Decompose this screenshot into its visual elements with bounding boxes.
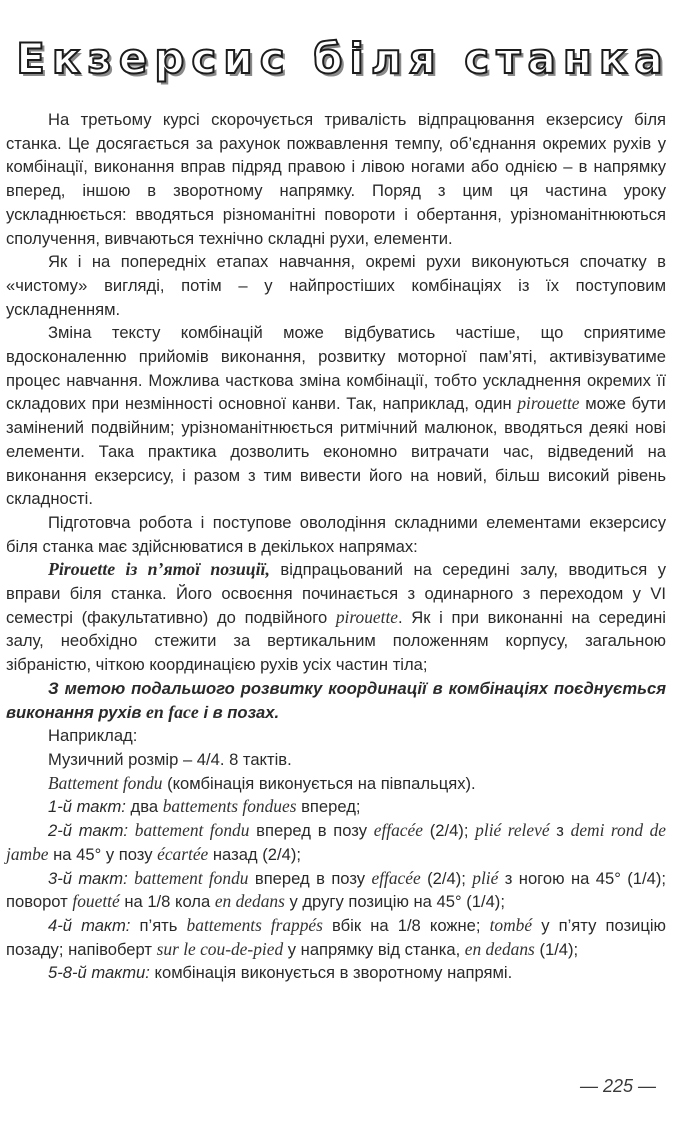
text-run: вперед; — [296, 797, 361, 817]
text-run: écartée — [157, 843, 209, 864]
text-run: у п’яту позицію позаду; напівоберт — [6, 915, 667, 959]
text-run: (2/4); — [422, 821, 476, 841]
text-run: 2-й такт: — [48, 821, 135, 841]
paragraph-p10 — [6, 795, 666, 819]
paragraph-p3 — [6, 321, 666, 511]
paragraph-p6 — [6, 677, 666, 724]
text-run: Музичний розмір – 4/4. 8 тактів. — [48, 749, 292, 769]
text-run: п’ять — [130, 915, 187, 935]
text-run: en face — [146, 701, 199, 722]
text-run: Pirouette із п’ятої позиції, — [48, 559, 270, 580]
text-run: два — [125, 797, 163, 817]
paragraph-p11 — [6, 819, 666, 866]
paragraph-p8 — [6, 748, 666, 772]
text-run: з — [549, 821, 571, 841]
text-run: Як і на попередніх етапах навчання, окремі рухи виконуються спочатку в «чистому» вигляді, потім – у найпростіших комбінаціях із їх поступовим ускладненням. — [6, 252, 666, 319]
text-run: (комбінація виконується на півпальцях). — [162, 773, 476, 793]
text-run: battements fondues — [162, 796, 297, 817]
text-run: pirouette — [517, 393, 580, 414]
text-run: demi rond de jambe — [6, 820, 666, 864]
paragraph-p4 — [6, 511, 666, 558]
heading-container — [0, 34, 686, 83]
text-run: може бути замінений подвійним; урізноманітнюється ритмічний малюнок, вводяться деякі нові елементи. Така практика дозволить економно витрачати час, відведений на виконання екзерсису, і разом з тим вивести його на новий, більш високий рівень складності. — [6, 394, 666, 509]
text-run: вперед в позу — [249, 821, 374, 841]
text-run: . Як і при виконанні на середині залу, необхідно стежити за вертикальним положенням корпусу, загальною зібраністю, чіткою координацією рухів усіх частин тіла; — [6, 607, 666, 675]
paragraph-p5 — [6, 558, 666, 677]
text-run: (1/4); — [534, 939, 579, 959]
text-run: у другу позицію на 45° (1/4); — [284, 892, 505, 912]
text-run: на 45° у позу — [48, 844, 158, 864]
text-run: відпрацьований на середині залу, вводиться у вправи біля станка. Його освоєння починається з одинарного з переходом у VI семестрі (факультативно) до подвійного — [6, 560, 666, 627]
paragraph-p2 — [6, 250, 666, 321]
text-run: Battement fondu — [48, 772, 163, 793]
body-text — [6, 108, 666, 985]
text-run: pirouette — [335, 606, 398, 627]
text-run: en dedans — [464, 938, 535, 959]
paragraph-p14 — [6, 961, 666, 985]
text-run: Зміна тексту комбінацій може відбуватись частіше, що сприятиме вдосконаленню прийомів виконання, розвитку моторної пам’яті, активізуватиме процес навчання. Можлива часткова зміна комбінації, тобто ускладнення окремих її складових при незмінності основної канви. Так, наприклад, один — [6, 323, 666, 414]
paragraph-p9 — [6, 772, 666, 796]
text-run: на 1/8 кола — [119, 892, 215, 912]
text-run: battement fondu — [134, 820, 250, 841]
text-run: fouetté — [72, 891, 120, 912]
text-run: Підготовча робота і поступове оволодіння складними елементами екзерсису біля станка має здійснюватися в декількох напрямах: — [6, 512, 666, 556]
text-run: і в позах. — [198, 702, 280, 722]
text-run: effacée — [371, 867, 421, 888]
text-run: 1-й такт: — [48, 797, 126, 817]
text-run: 4-й такт: — [48, 915, 131, 935]
text-run: вперед в позу — [248, 868, 372, 888]
text-run: вбік на 1/8 кожне; — [322, 915, 490, 935]
text-run: 5-8-й такти: — [48, 963, 150, 983]
text-run: назад (2/4); — [208, 844, 301, 864]
text-run: tombé — [489, 914, 533, 935]
text-run: plié relevé — [475, 820, 550, 841]
text-run: battement fondu — [134, 867, 249, 888]
paragraph-p12 — [6, 867, 666, 914]
page-title: Екзерсис біля станка — [16, 34, 670, 83]
text-run: plié — [472, 867, 499, 888]
text-run: На третьому курсі скорочується тривалість відпрацювання екзерсису біля станка. Це досягається за рахунок пожвавлення темпу, об’єднання окремих рухів у комбінації, виконання вправ підряд правою і лівою ногами або однією – в напрямку вперед, іншою в зворотному напрямку. Поряд з цим ця частина уроку ускладнюється: вводяться різноманітні повороти і обертання, урізноманітнюються сполучення, вивчаються технічно складні рухи, елементи. — [6, 110, 666, 248]
paragraph-p7 — [6, 724, 666, 748]
paragraph-p13 — [6, 914, 666, 961]
text-run: з ногою на 45° (1/4); поворот — [6, 868, 666, 912]
text-run: у напрямку від станка, — [283, 939, 465, 959]
text-run: комбінація виконується в зворотному напрямі. — [149, 963, 513, 983]
text-run: sur le cou-de-pied — [156, 938, 284, 959]
text-run: en dedans — [214, 891, 285, 912]
text-run: 3-й такт: — [48, 868, 135, 888]
paragraph-p1 — [6, 108, 666, 250]
text-run: battements frappés — [186, 914, 323, 935]
page-number: — 225 — — [579, 1076, 656, 1096]
text-run: effacée — [373, 820, 423, 841]
text-run: (2/4); — [420, 868, 473, 888]
text-run: З метою подальшого розвитку координації в комбінаціях поєднується виконання рухів — [6, 678, 666, 722]
text-run: Наприклад: — [48, 726, 138, 746]
